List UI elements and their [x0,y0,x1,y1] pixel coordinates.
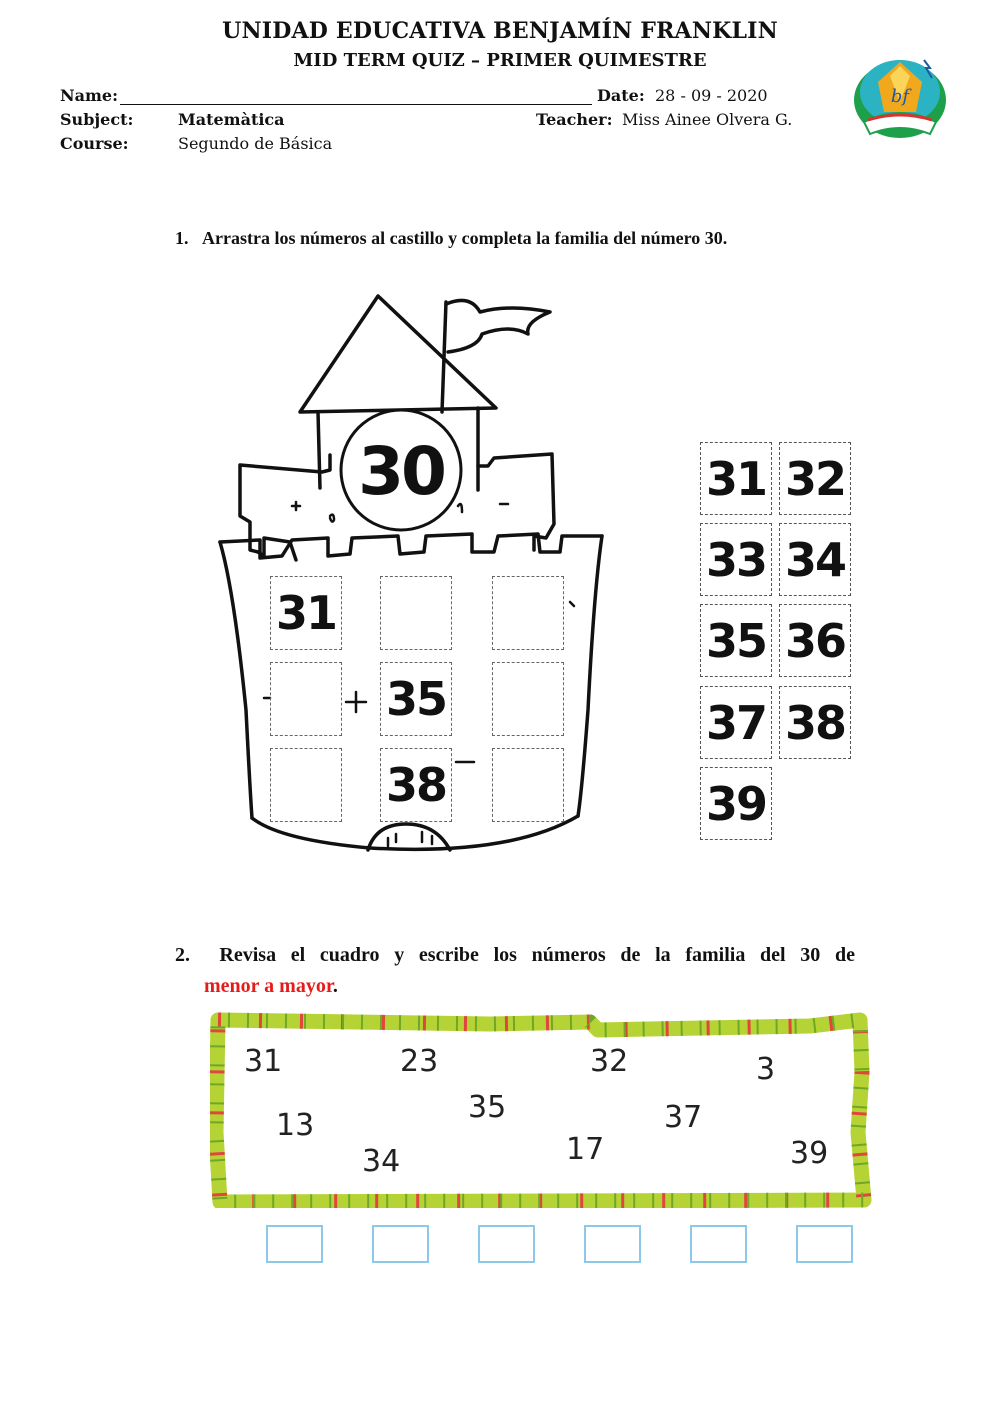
teacher-label: Teacher: [536,110,613,129]
course-value: Segundo de Básica [178,134,333,153]
answer-box[interactable] [584,1225,641,1263]
frame-number: 34 [362,1144,401,1179]
school-name: UNIDAD EDUCATIVA BENJAMÍN FRANKLIN [222,18,778,44]
castle-slot[interactable] [492,576,564,650]
name-label: Name: [60,86,119,105]
frame-number: 23 [400,1044,439,1079]
number-tile[interactable]: 38 [779,686,851,759]
number-tile[interactable]: 39 [700,767,772,840]
castle-slot[interactable]: 38 [380,748,452,822]
date-value: 28 - 09 - 2020 [655,86,768,105]
frame-number: 32 [590,1044,629,1079]
frame-number: 37 [664,1100,703,1135]
frame-number: 35 [468,1090,507,1125]
subject-label: Subject: [60,110,134,129]
castle-number: 30 [358,432,444,510]
number-tile[interactable]: 32 [779,442,851,515]
teacher-value: Miss Ainee Olvera G. [622,110,793,129]
number-tile[interactable]: 37 [700,686,772,759]
course-label: Course: [60,134,129,153]
castle-slot[interactable] [492,662,564,736]
question-2-text: Revisa el cuadro y escribe los números de la familia del 30 de [219,944,856,966]
castle-slot[interactable] [380,576,452,650]
number-tile[interactable]: 34 [779,523,851,596]
frame-number: 17 [566,1132,605,1167]
question-1-text: Arrastra los números al castillo y completa la familia del número 30. [202,228,728,248]
question-2-number: 2. [175,944,190,966]
frame-number: 3 [756,1052,776,1087]
answer-box[interactable] [372,1225,429,1263]
castle-slot[interactable]: 31 [270,576,342,650]
question-2-end: . [332,975,338,997]
number-tile[interactable]: 36 [779,604,851,677]
quiz-title: MID TERM QUIZ – PRIMER QUIMESTRE [293,50,707,71]
answer-box[interactable] [478,1225,535,1263]
question-2-line-1 [175,940,855,971]
school-logo [850,52,950,142]
question-2-highlight: menor a mayor [204,975,333,997]
answer-box[interactable] [690,1225,747,1263]
date-label: Date: [597,86,645,105]
question-1-number: 1. [175,228,189,248]
castle-slot[interactable] [270,662,342,736]
question-2-line-2 [204,971,338,1002]
castle-slot[interactable] [270,748,342,822]
question-1 [175,228,727,249]
castle-slot[interactable] [492,748,564,822]
svg-text:bf: bf [890,86,910,107]
frame-number: 31 [244,1044,283,1079]
number-tile[interactable]: 31 [700,442,772,515]
number-tile[interactable]: 35 [700,604,772,677]
answer-box[interactable] [266,1225,323,1263]
frame-number: 13 [276,1108,315,1143]
castle-slot[interactable]: 35 [380,662,452,736]
subject-value: Matemàtica [178,110,285,129]
name-field[interactable] [120,104,592,105]
answer-box[interactable] [796,1225,853,1263]
number-tile[interactable]: 33 [700,523,772,596]
frame-number: 39 [790,1136,829,1171]
